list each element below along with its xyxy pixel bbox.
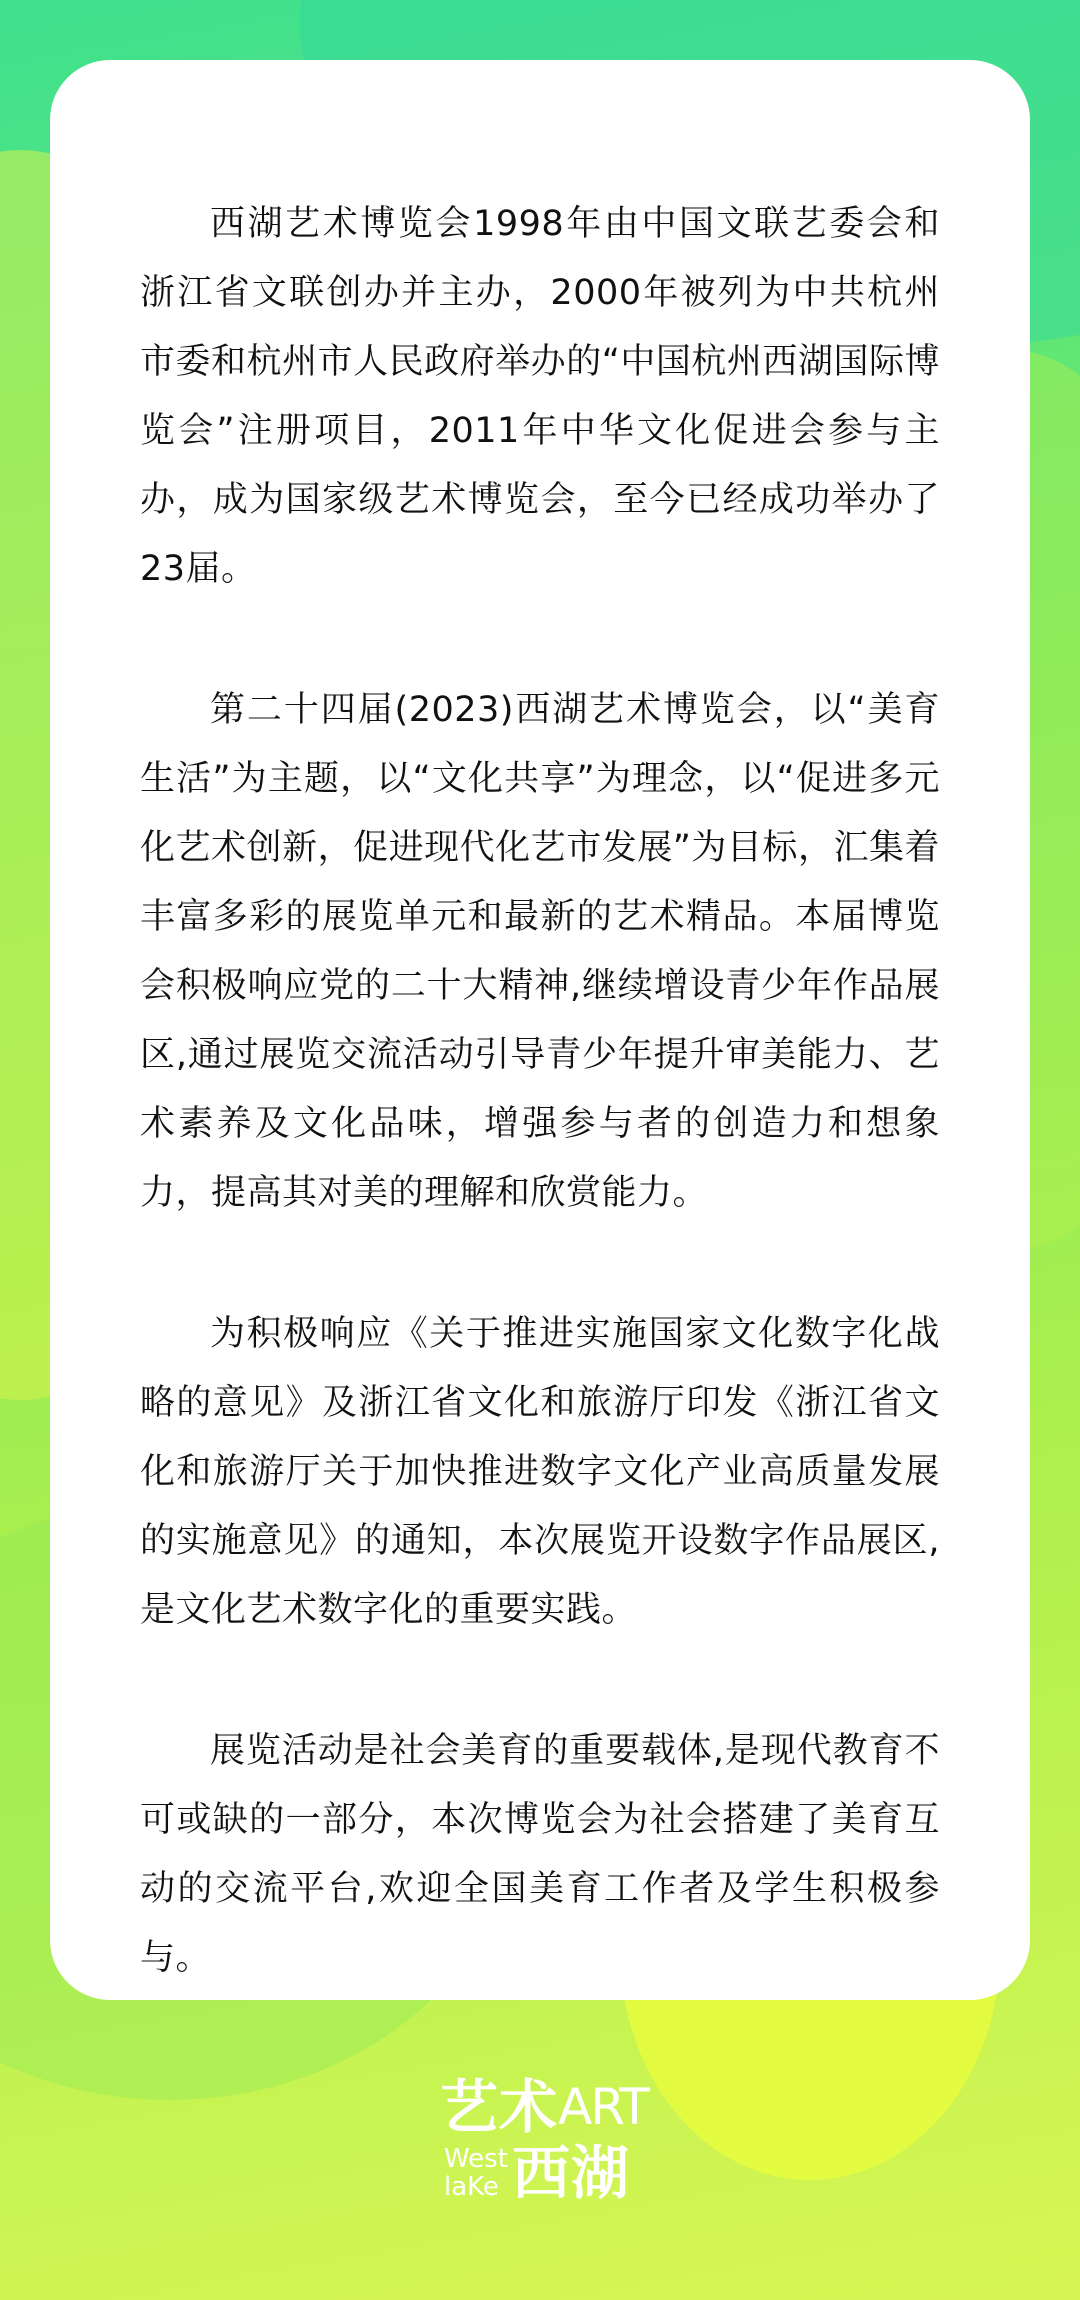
art-west-lake-logo [440, 2073, 648, 2207]
logo-chinese-top: 艺术 [440, 2073, 559, 2141]
logo-english-art: ART [558, 2078, 648, 2136]
logo-chinese-bottom: 西湖 [512, 2139, 631, 2207]
article-paragraph-1: 西湖艺术博览会1998年由中国文联艺委会和浙江省文联创办并主办，2000年被列为中共杭州市委和杭州市人民政府举办的“中国杭州西湖国际博览会”注册项目，2011年中华文化促进会参与主办，成为国家级艺术博览会，至今已经成功举办了23届。 [140, 204, 940, 589]
logo-english-west: West [444, 2144, 508, 2174]
article-body [140, 190, 940, 2065]
article-paragraph-2: 第二十四届(2023)西湖艺术博览会，以“美育生活”为主题，以“文化共享”为理念，以“促进多元化艺术创新，促进现代化艺市发展”为目标，汇集着丰富多彩的展览单元和最新的艺术精品。本届博览会积极响应党的二十大精神,继续增设青少年作品展区,通过展览交流活动引导青少年提升审美能力、艺术素养及文化品味，增强参与者的创造力和想象力，提高其对美的理解和欣赏能力。 [140, 690, 940, 1213]
logo-english-lake: laKe [444, 2172, 499, 2202]
article-paragraph-3: 为积极响应《关于推进实施国家文化数字化战略的意见》及浙江省文化和旅游厅印发《浙江省文化和旅游厅关于加快推进数字文化产业高质量发展的实施意见》的通知，本次展览开设数字作品展区,是文化艺术数字化的重要实践。 [140, 1314, 940, 1630]
content-card [50, 60, 1030, 2000]
article-paragraph-4: 展览活动是社会美育的重要载体,是现代教育不可或缺的一部分，本次博览会为社会搭建了美育互动的交流平台,欢迎全国美育工作者及学生积极参与。 [140, 1731, 940, 1978]
